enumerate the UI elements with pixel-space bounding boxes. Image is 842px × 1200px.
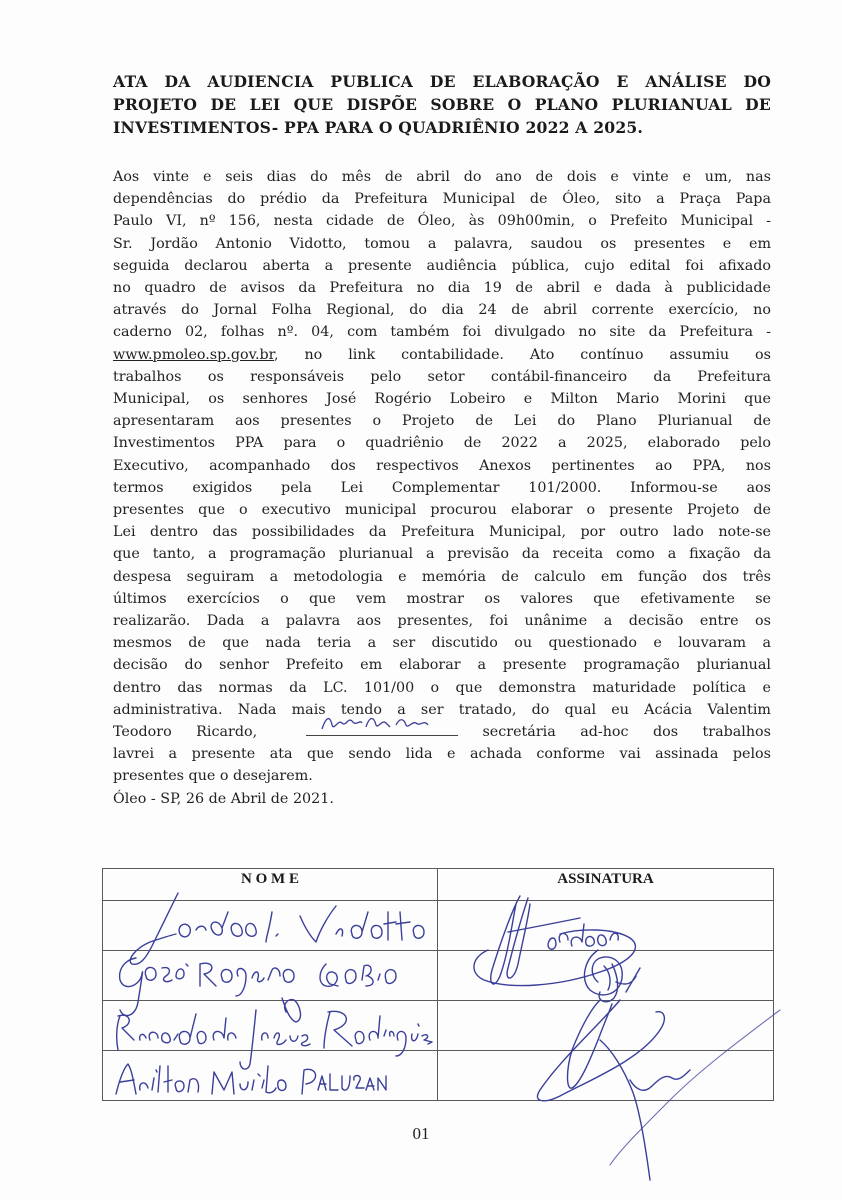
secretary-signature-icon bbox=[316, 711, 446, 735]
body-line: caderno 02, folhas nº. 04, com também foi divulgado no site da Prefeitura - bbox=[113, 324, 771, 341]
table-row bbox=[103, 1001, 774, 1051]
body-line: últimos exercícios o que vem mostrar os valores que efetivamente se bbox=[113, 590, 771, 607]
header-nome: N O M E bbox=[103, 869, 438, 901]
body-line: dentro das normas da LC. 101/00 o que demonstra maturidade política e bbox=[113, 679, 771, 696]
document-title bbox=[113, 70, 771, 139]
website-link[interactable]: www.pmoleo.sp.gov.br bbox=[113, 346, 274, 363]
body-line: termos exigidos pela Lei Complementar 101/2000. Informou-se aos bbox=[113, 479, 771, 496]
body-line: decisão do senhor Prefeito em elaborar a presente programação plurianual bbox=[113, 657, 771, 674]
signature-table bbox=[102, 868, 774, 1101]
body-line: no quadro de avisos da Prefeitura no dia 19 de abril e dada à publicidade bbox=[113, 280, 771, 297]
title-line: PROJETO DE LEI QUE DISPÕE SOBRE O PLANO PLURIANUAL DE bbox=[113, 95, 771, 114]
table-row bbox=[103, 951, 774, 1001]
table-row bbox=[103, 901, 774, 951]
body-line: Paulo VI, nº 156, nesta cidade de Óleo, às 09h00min, o Prefeito Municipal - bbox=[113, 213, 771, 230]
name-cell bbox=[103, 1001, 438, 1051]
body-line: despesa seguiram a metodologia e memória de calculo em função dos três bbox=[113, 568, 771, 585]
body-line: através do Jornal Folha Regional, do dia 24 de abril corrente exercício, no bbox=[113, 302, 771, 319]
body-line: Lei dentro das possibilidades da Prefeitura Municipal, por outro lado note-se bbox=[113, 524, 771, 541]
header-assinatura: ASSINATURA bbox=[438, 869, 774, 901]
body-line: lavrei a presente ata que sendo lida e achada conforme vai assinada pelos bbox=[113, 746, 771, 763]
body-line: Municipal, os senhores José Rogério Lobeiro e Milton Mario Morini que bbox=[113, 391, 771, 408]
table-header-row bbox=[103, 869, 774, 901]
title-line: ATA DA AUDIENCIA PUBLICA DE ELABORAÇÃO E ANÁLISE DO bbox=[113, 72, 771, 91]
name-cell bbox=[103, 951, 438, 1001]
signature-cell bbox=[438, 1051, 774, 1101]
body-line: Sr. Jordão Antonio Vidotto, tomou a palavra, saudou os presentes e em bbox=[113, 235, 771, 252]
body-line: apresentaram aos presentes o Projeto de Lei do Plano Plurianual de bbox=[113, 413, 771, 430]
body-line: administrativa. Nada mais tendo a ser tratado, do qual eu Acácia Valentim bbox=[113, 701, 771, 718]
body-line: Investimentos PPA para o quadriênio de 2022 a 2025, elaborado pelo bbox=[113, 435, 771, 452]
body-line-text: , no link contabilidade. Ato contínuo assumiu os bbox=[273, 346, 771, 363]
body-line: dependências do prédio da Prefeitura Municipal de Óleo, sito a Praça Papa bbox=[113, 191, 771, 208]
body-line: Executivo, acompanhado dos respectivos Anexos pertinentes ao PPA, nos bbox=[113, 457, 771, 474]
body-line: presentes que o desejarem. bbox=[113, 768, 313, 785]
body-line: que tanto, a programação plurianual a previsão da receita como a fixação da bbox=[113, 546, 771, 563]
body-line-with-signature bbox=[113, 721, 771, 743]
body-line-with-link bbox=[113, 344, 771, 366]
table-row bbox=[103, 1051, 774, 1101]
place-date: Óleo - SP, 26 de Abril de 2021. bbox=[113, 790, 334, 807]
body-line: trabalhos os responsáveis pelo setor contábil-financeiro da Prefeitura bbox=[113, 368, 771, 385]
signature-cell bbox=[438, 1001, 774, 1051]
body-line-text: Teodoro Ricardo, bbox=[113, 724, 258, 741]
page-number: 01 bbox=[412, 1124, 430, 1143]
secretary-signature-line bbox=[306, 721, 458, 736]
body-line: presentes que o executivo municipal procurou elaborar o presente Projeto de bbox=[113, 502, 771, 519]
name-cell bbox=[103, 901, 438, 951]
body-line-text: secretária ad-hoc dos trabalhos bbox=[482, 724, 771, 741]
document-body bbox=[113, 166, 771, 810]
body-line: seguida declarou aberta a presente audiência pública, cujo edital foi afixado bbox=[113, 257, 771, 274]
title-line: INVESTIMENTOS- PPA PARA O QUADRIÊNIO 2022 A 2025. bbox=[113, 118, 644, 137]
signature-cell bbox=[438, 901, 774, 951]
signature-cell bbox=[438, 951, 774, 1001]
body-line: mesmos de que nada teria a ser discutido ou questionado e louvaram a bbox=[113, 635, 771, 652]
body-line: Aos vinte e seis dias do mês de abril do ano de dois e vinte e um, nas bbox=[113, 169, 771, 185]
name-cell bbox=[103, 1051, 438, 1101]
body-line: realizarão. Dada a palavra aos presentes, foi unânime a decisão entre os bbox=[113, 613, 771, 630]
